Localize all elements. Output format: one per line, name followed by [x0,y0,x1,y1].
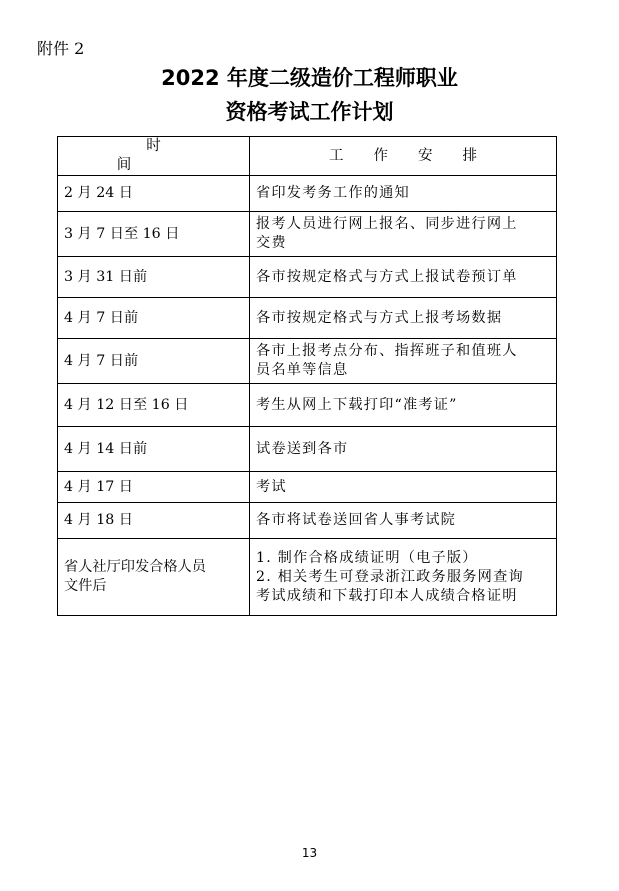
work-cell: 各市上报考点分布、指挥班子和值班人 员名单等信息 [250,339,557,384]
work-plan-table [57,136,557,616]
table-row [58,257,557,298]
document-title-line-1: 2022 年度二级造价工程师职业 [161,66,458,90]
time-cell: 4 月 12 日至 16 日 [58,384,250,427]
time-cell: 4 月 7 日前 [58,298,250,339]
time-cell: 4 月 14 日前 [58,427,250,472]
work-cell: 试卷送到各市 [250,427,557,472]
table-row [58,339,557,384]
time-cell: 4 月 7 日前 [58,339,250,384]
time-cell: 3 月 31 日前 [58,257,250,298]
document-title-line-2: 资格考试工作计划 [225,100,394,124]
work-cell: 各市按规定格式与方式上报试卷预订单 [250,257,557,298]
time-cell: 4 月 18 日 [58,503,250,539]
work-cell: 考试 [250,472,557,503]
work-cell: 报考人员进行网上报名、同步进行网上 交费 [250,212,557,257]
work-cell: 考生从网上下载打印“准考证” [250,384,557,427]
work-cell: 各市将试卷送回省人事考试院 [250,503,557,539]
table-row [58,472,557,503]
time-cell: 省人社厅印发合格人员 文件后 [58,539,250,616]
table-row [58,427,557,472]
table-row [58,212,557,257]
table-row [58,176,557,212]
attachment-label: 附件 2 [37,39,85,58]
table-row [58,503,557,539]
page-number: 13 [301,846,318,860]
header-time: 时间 [58,137,250,176]
table-row [58,298,557,339]
work-cell: 省印发考务工作的通知 [250,176,557,212]
time-cell: 4 月 17 日 [58,472,250,503]
table-row [58,384,557,427]
table-header-row [58,137,557,176]
table-row [58,539,557,616]
work-cell: 1. 制作合格成绩证明（电子版） 2. 相关考生可登录浙江政务服务网查询 考试成绩和下载打印本人成绩合格证明 [250,539,557,616]
time-cell: 2 月 24 日 [58,176,250,212]
time-cell: 3 月 7 日至 16 日 [58,212,250,257]
work-cell: 各市按规定格式与方式上报考场数据 [250,298,557,339]
header-work: 工作安排 [250,137,557,176]
